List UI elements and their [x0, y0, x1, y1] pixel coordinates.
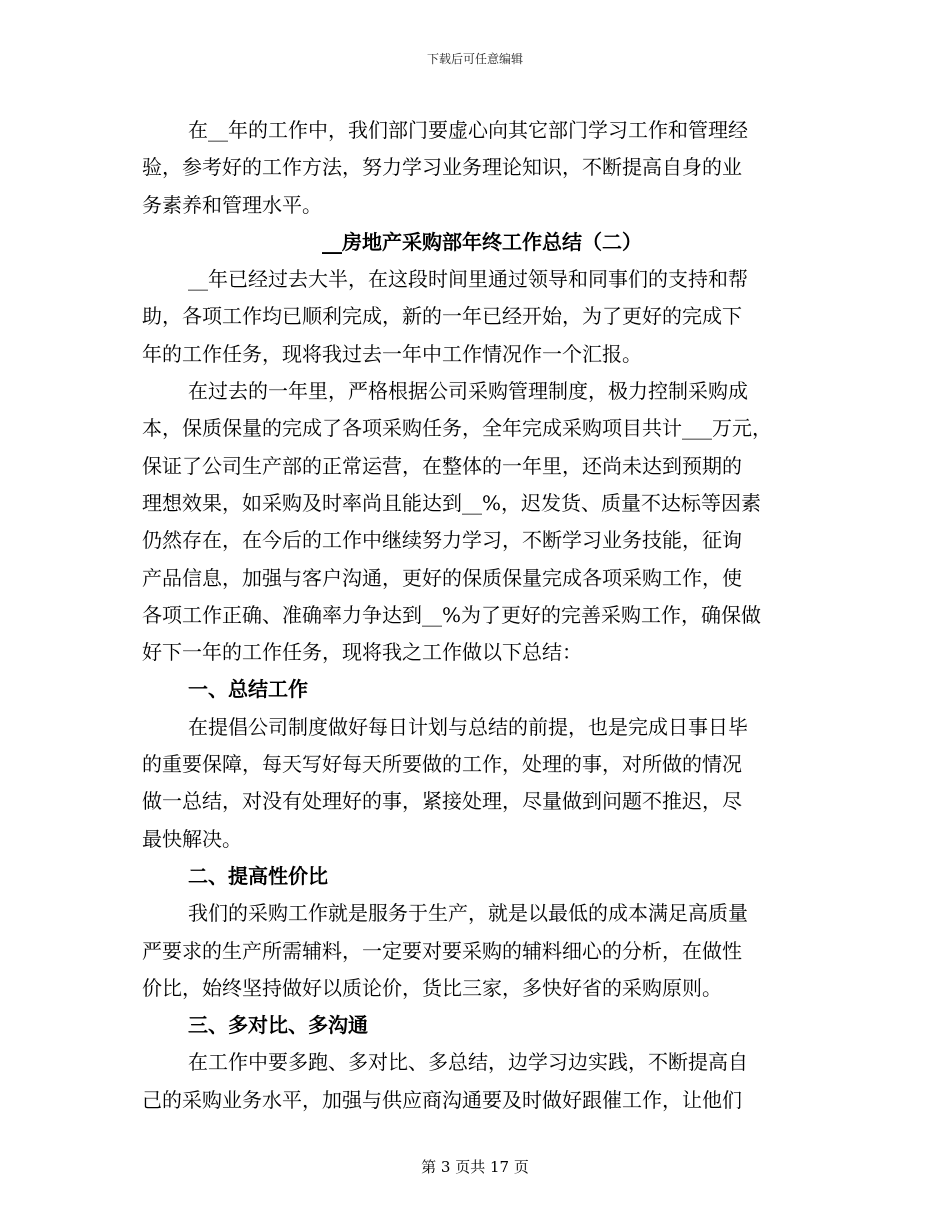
paragraph-line: 保证了公司生产部的正常运营，在整体的一年里，还尚未达到预期的 [142, 453, 742, 478]
paragraph-line: 严要求的生产所需辅料，一定要对要采购的辅料细心的分析，在做性 [142, 938, 742, 963]
page-footer: 第 3 页共 17 页 [421, 1158, 529, 1176]
document-body [142, 112, 822, 1119]
paragraph-line: 在__年的工作中，我们部门要虚心向其它部门学习工作和管理经 [188, 118, 748, 142]
paragraph-line: 本，保质保量的完成了各项采购任务，全年完成采购项目共计___万元， [142, 416, 772, 441]
paragraph-line: 理想效果，如采购及时率尚且能达到__%，迟发货、质量不达标等因素 [142, 490, 762, 515]
paragraph-line: 在提倡公司制度做好每日计划与总结的前提，也是完成日事日毕 [188, 714, 748, 739]
paragraph-line: 己的采购业务水平，加强与供应商沟通要及时做好跟催工作，让他们 [142, 1087, 742, 1112]
paragraph-line: 仍然存在，在今后的工作中继续努力学习，不断学习业务技能，征询 [142, 528, 742, 553]
subheading: 二、提高性价比 [188, 863, 328, 888]
paragraph-line: 的重要保障，每天写好每天所要做的工作，处理的事，对所做的情况 [142, 752, 742, 777]
paragraph-line: 做一总结，对没有处理好的事，紧接处理，尽量做到问题不推迟，尽 [142, 789, 742, 814]
page-header: 下载后可任意编辑 [426, 52, 523, 66]
paragraph-line: 价比，始终坚持做好以质论价，货比三家，多快好省的采购原则。 [142, 975, 722, 1000]
paragraph-line: 务素养和管理水平。 [142, 192, 322, 217]
paragraph-line: __年已经过去大半，在这段时间里通过领导和同事们的支持和帮 [188, 267, 748, 292]
subheading: 三、多对比、多沟通 [188, 1013, 368, 1038]
paragraph-line: 助，各项工作均已顺利完成，新的一年已经开始，为了更好的完成下 [142, 304, 742, 329]
paragraph-line: 在工作中要多跑、多对比、多总结，边学习边实践，不断提高自 [188, 1050, 748, 1075]
paragraph-line: 好下一年的工作任务，现将我之工作做以下总结： [142, 640, 582, 665]
section-title: __房地产采购部年终工作总结（二） [322, 229, 642, 254]
paragraph-line: 验，参考好的工作方法，努力学习业务理论知识，不断提高自身的业 [142, 155, 742, 180]
subheading: 一、总结工作 [188, 677, 308, 702]
paragraph-line: 年的工作任务，现将我过去一年中工作情况作一个汇报。 [142, 341, 642, 366]
paragraph-line: 在过去的一年里，严格根据公司采购管理制度，极力控制采购成 [188, 379, 748, 404]
paragraph-line: 各项工作正确、准确率力争达到__%为了更好的完善采购工作，确保做 [142, 602, 762, 627]
paragraph-line: 最快解决。 [142, 826, 242, 851]
paragraph-line: 产品信息，加强与客户沟通，更好的保质保量完成各项采购工作，使 [142, 565, 742, 590]
paragraph-line: 我们的采购工作就是服务于生产，就是以最低的成本满足高质量 [188, 901, 748, 926]
